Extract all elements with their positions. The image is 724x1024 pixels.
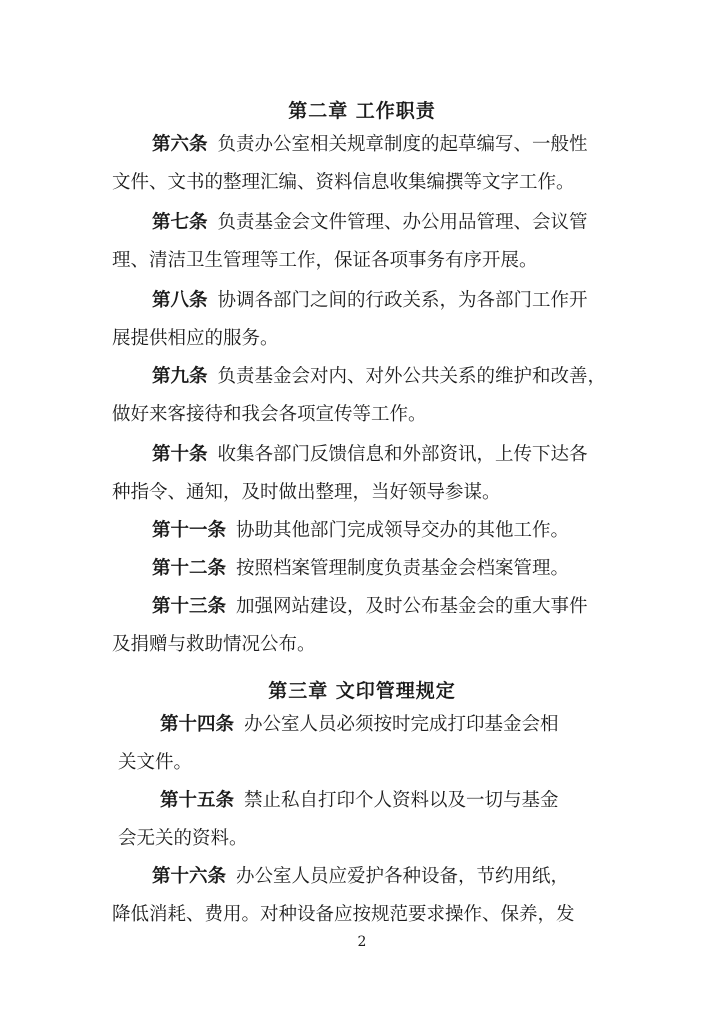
chapter-title: 第二章 工作职责: [288, 100, 436, 122]
article-label: 第十二条: [152, 558, 227, 579]
article-text: 收集各部门反馈信息和外部资讯，上传下达各: [217, 444, 588, 465]
article-first-line: [152, 136, 588, 155]
article-continuation-line: 文件、文书的整理汇编、资料信息收集编撰等文字工作。: [112, 172, 575, 193]
article-text: 办公室人员必须按时完成打印基金会相: [244, 714, 559, 735]
article-text: 禁止私自打印个人资料以及一切与基金: [244, 790, 559, 811]
article-label: 第十三条: [152, 596, 227, 617]
article-text: 加强网站建设，及时公布基金会的重大事件: [236, 596, 588, 617]
article-first-line: [152, 598, 588, 617]
article-label: 第十五条: [160, 790, 235, 811]
article-first-line: [152, 446, 588, 465]
article-first-line: [152, 368, 606, 387]
article-first-line: [152, 214, 588, 233]
article-text: 负责基金会文件管理、办公用品管理、会议管: [217, 212, 588, 233]
article-label: 第十六条: [152, 866, 227, 887]
article-continuation-line: 种指令、通知，及时做出整理，当好领导参谋。: [112, 482, 501, 503]
article-continuation-line: 及捐赠与救助情况公布。: [112, 634, 316, 655]
article-label: 第十一条: [152, 520, 227, 541]
article-text: 负责办公室相关规章制度的起草编写、一般性: [217, 134, 588, 155]
article-label: 第九条: [152, 366, 208, 387]
chapter-title: 第三章 文印管理规定: [268, 680, 456, 702]
article-first-line: [152, 522, 569, 541]
article-first-line: [160, 792, 559, 811]
article-label: 第六条: [152, 134, 208, 155]
article-continuation-line: 关文件。: [118, 752, 193, 773]
article-label: 第八条: [152, 290, 208, 311]
article-first-line: [152, 868, 569, 887]
article-text: 办公室人员应爱护各种设备，节约用纸，: [236, 866, 570, 887]
article-continuation-line: 理、清洁卫生管理等工作，保证各项事务有序开展。: [112, 250, 538, 271]
article-label: 第七条: [152, 212, 208, 233]
article-first-line: [152, 292, 588, 311]
article-label: 第十条: [152, 444, 208, 465]
article-text: 协调各部门之间的行政关系，为各部门工作开: [217, 290, 588, 311]
article-first-line: [152, 560, 569, 579]
article-continuation-line: 做好来客接待和我会各项宣传等工作。: [112, 404, 427, 425]
article-continuation-line: 会无关的资料。: [118, 828, 248, 849]
article-text: 负责基金会对内、对外公共关系的维护和改善，: [217, 366, 607, 387]
article-first-line: [160, 716, 559, 735]
page-number: 2: [357, 934, 367, 950]
article-continuation-line: 降低消耗、费用。对种设备应按规范要求操作、保养，发: [112, 904, 575, 925]
article-text: 协助其他部门完成领导交办的其他工作。: [236, 520, 570, 541]
article-text: 按照档案管理制度负责基金会档案管理。: [236, 558, 570, 579]
article-label: 第十四条: [160, 714, 235, 735]
article-continuation-line: 展提供相应的服务。: [112, 328, 279, 349]
